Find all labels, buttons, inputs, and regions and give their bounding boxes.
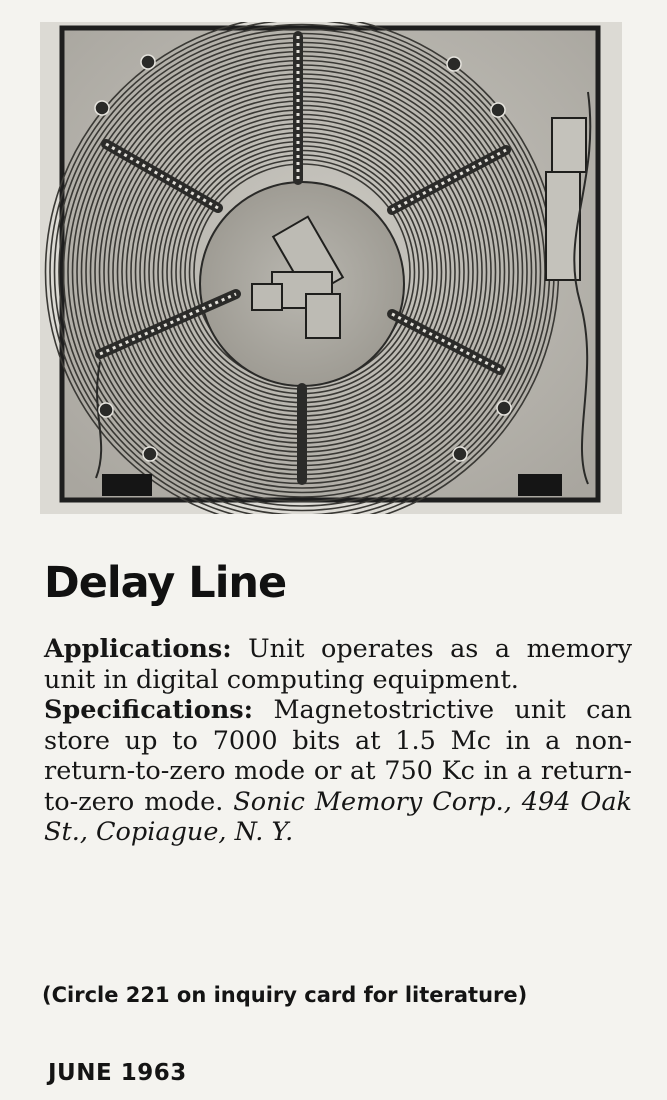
delay-line-photo bbox=[40, 22, 622, 514]
specifications-paragraph bbox=[44, 695, 632, 848]
company-address: Sonic Memory Corp., 494 Oak St., Copiague, N. Y. bbox=[44, 786, 632, 847]
specifications-label: Specifications: bbox=[44, 695, 254, 725]
specifications-text: Magnetostrictive unit can store up to 7000 bits at 1.5 Mc in a non-return-to-zero mode or at 750 Kc in a return-to-zero mode. bbox=[44, 695, 632, 817]
article-title: Delay Line bbox=[44, 558, 287, 608]
applications-text: Unit operates as a memory unit in digital computing equipment. bbox=[44, 634, 632, 695]
applications-label: Applications: bbox=[44, 634, 232, 664]
article-body bbox=[44, 634, 632, 848]
inquiry-note: (Circle 221 on inquiry card for literature) bbox=[42, 983, 528, 1007]
applications-paragraph bbox=[44, 634, 632, 695]
issue-date: JUNE 1963 bbox=[48, 1060, 187, 1086]
